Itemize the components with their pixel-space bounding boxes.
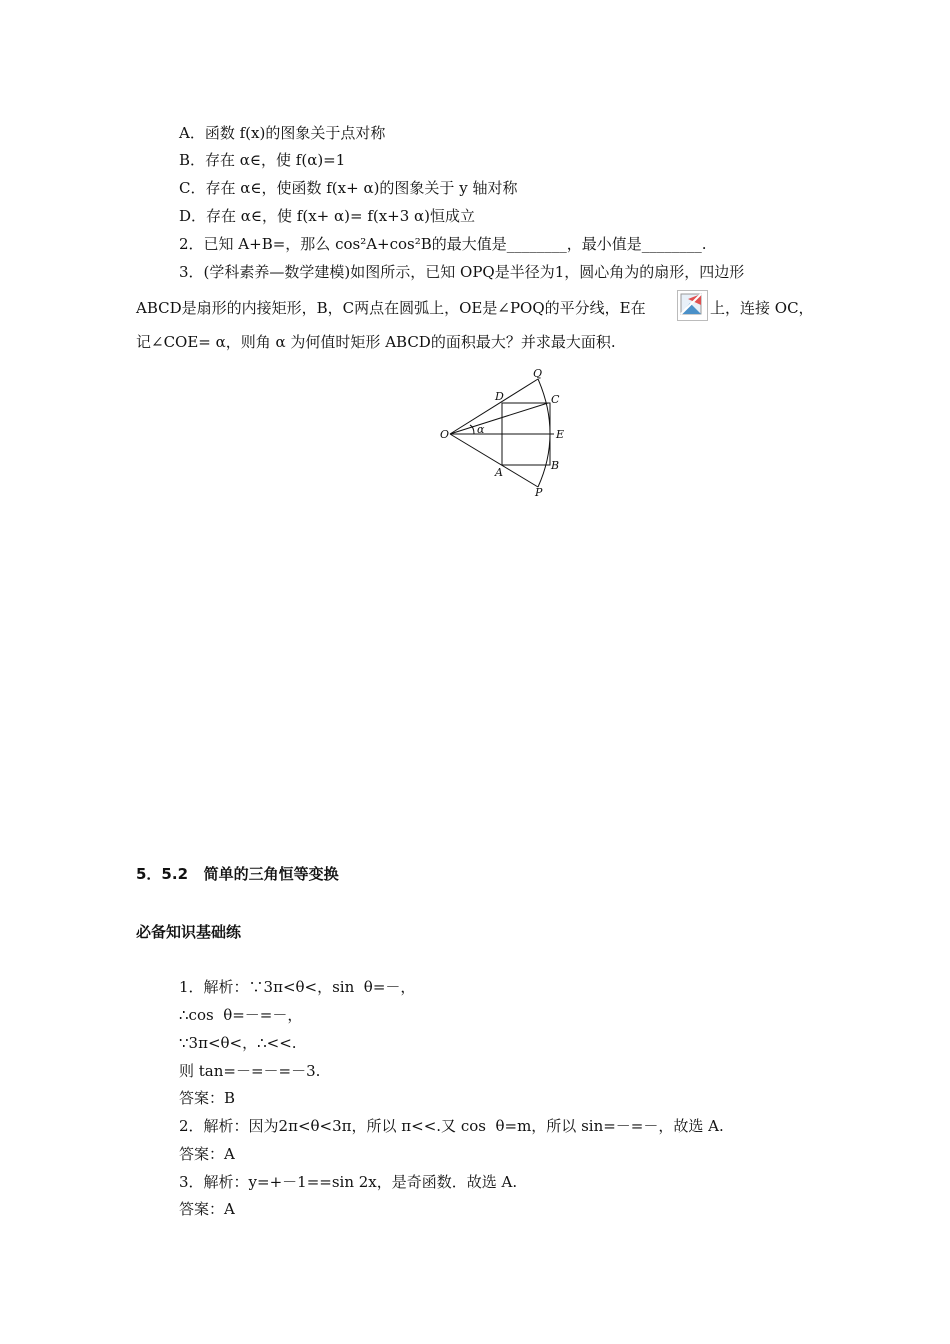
option-b: B．存在 α∈，使 f(α)=1 <box>179 151 346 169</box>
label-d: D <box>495 390 504 403</box>
label-alpha: α <box>477 423 485 436</box>
section-title: 5．5.2 简单的三角恒等变换 <box>136 865 339 883</box>
label-a: A <box>495 466 503 479</box>
option-d: D．存在 α∈，使 f(x+ α)= f(x+3 α)恒成立 <box>179 207 476 225</box>
option-a: A．函数 f(x)的图象关于点对称 <box>179 124 386 142</box>
label-p: P <box>535 486 543 499</box>
question-2: 2．已知 A+B=，那么 cos²A+cos²B的最大值是________，最小值是________. <box>179 235 707 253</box>
answer-2-result: 答案：A <box>179 1145 235 1163</box>
radius-op <box>450 434 538 487</box>
question-3-line-2b: 上，连接 OC， <box>710 299 814 317</box>
segment-oc <box>450 403 548 434</box>
label-q: Q <box>533 367 543 380</box>
answer-1-line-3: ∵3π<θ<，∴<<. <box>179 1034 297 1052</box>
label-o: O <box>440 428 450 441</box>
answer-1-line-4: 则 tan=－=－=－3. <box>179 1062 321 1080</box>
radius-oq <box>450 379 538 434</box>
answer-2-line-1: 2．解析：因为2π<θ<3π，所以 π<<.又 cos θ=m，所以 sin=－=－，故选 A. <box>179 1117 724 1135</box>
label-c: C <box>551 393 560 406</box>
section-subtitle: 必备知识基础练 <box>136 923 242 941</box>
answer-1-line-1: 1．解析：∵3π<θ<，sin θ=－， <box>179 978 416 996</box>
broken-image-icon <box>677 290 708 321</box>
sector-rectangle-figure <box>432 365 582 500</box>
question-3-line-1: 3．(学科素养—数学建模)如图所示，已知 OPQ是半径为1，圆心角为的扇形，四边形 <box>179 263 745 281</box>
answer-3-result: 答案：A <box>179 1200 235 1218</box>
arc-pq <box>538 379 550 487</box>
option-c: C．存在 α∈，使函数 f(x+ α)的图象关于 y 轴对称 <box>179 179 518 197</box>
label-b: B <box>551 459 560 472</box>
question-3-line-3: 记∠COE= α，则角 α 为何值时矩形 ABCD的面积最大？并求最大面积. <box>136 333 616 351</box>
answer-1-line-2: ∴cos θ=－=－， <box>179 1006 303 1024</box>
question-3-line-2a: ABCD是扇形的内接矩形，B，C两点在圆弧上，OE是∠POQ的平分线，E在 <box>136 299 646 317</box>
label-e: E <box>556 428 565 441</box>
answer-3-line-1: 3．解析：y=+－1==sin 2x，是奇函数．故选 A. <box>179 1173 518 1191</box>
answer-1-result: 答案：B <box>179 1089 236 1107</box>
